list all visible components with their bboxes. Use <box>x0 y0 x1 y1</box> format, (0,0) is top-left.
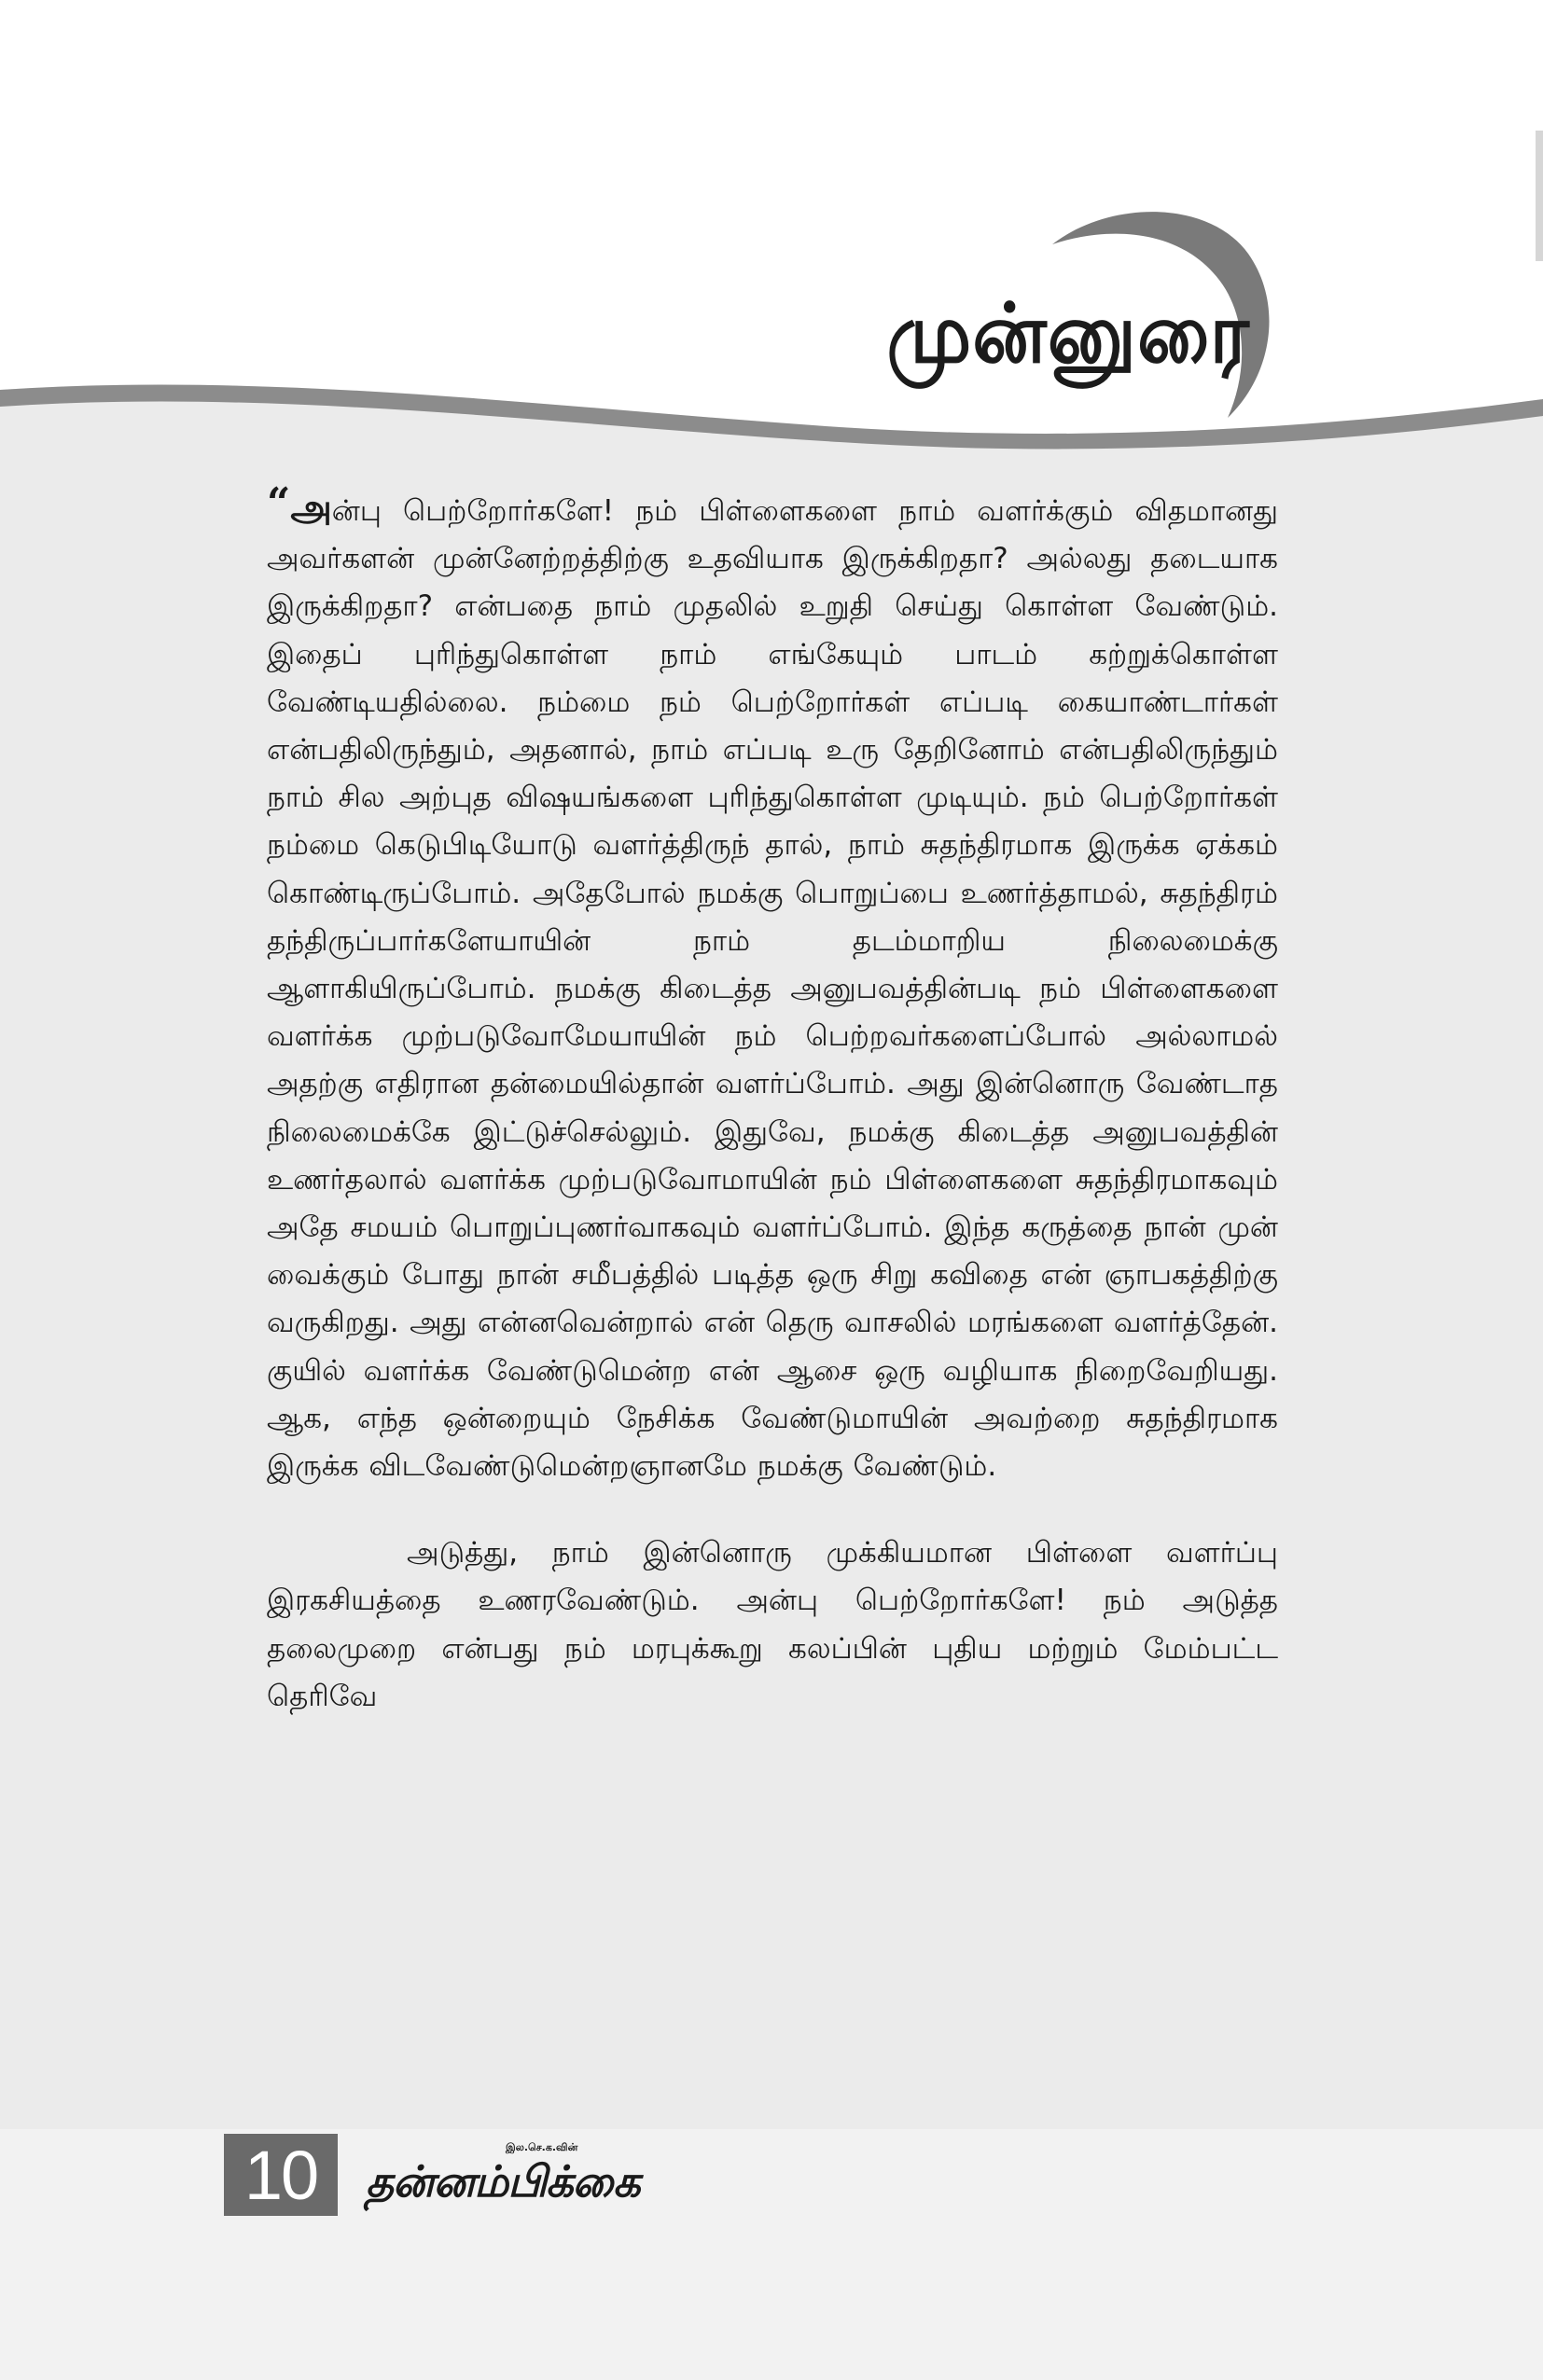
edge-tab <box>1536 131 1543 261</box>
paragraph-1-text: ன்பு பெற்றோர்களே! நம் பிள்ளைகளை நாம் வளர்க்கும் விதமானது அவர்களன் முன்னேற்றத்திற்கு உதவியாக இருக்கிறதா? அல்லது தடையாக இருக்கிறதா? என்பதை நாம் முதலில் உறுதி செய்து கொள்ள வேண்டும். இதைப் புரிந்துகொள்ள நாம் எங்கேயும் பாடம் கற்றுக்கொள்ள வேண்டியதில்லை. நம்மை நம் பெற்றோர்கள் எப்படி கையாண்டார்கள் என்பதிலிருந்தும், அதனால், நாம் எப்படி உரு தேறினோம் என்பதிலிருந்தும் நாம் சில அற்புத விஷயங்களை புரிந்துகொள்ள முடியும். நம் பெற்றோர்கள் நம்மை கெடுபிடியோடு வளர்த்திருந் தால், நாம் சுதந்திரமாக இருக்க ஏக்கம் கொண்டிருப்போம். அதேபோல் நமக்கு பொறுப்பை உணர்த்தாமல், சுதந்திரம் தந்திருப்பார்களேயாயின் நாம் தடம்மாறிய நிலைமைக்கு ஆளாகியிருப்போம். நமக்கு கிடைத்த அனுபவத்தின்படி நம் பிள்ளைகளை வளர்க்க முற்படுவோமேயாயின் நம் பெற்றவர்களைப்போல் அல்லாமல் அதற்கு எதிரான தன்மையில்தான் வளர்ப்போம். அது இன்னொரு வேண்டாத நிலைமைக்கே இட்டுச்செல்லும். இதுவே, நமக்கு கிடைத்த அனுபவத்தின் உணர்தலால் வளர்க்க முற்படுவோமாயின் நம் பிள்ளைகளை சுதந்திரமாகவும் அதே சமயம் பொறுப்புணர்வாகவும் வளர்ப்போம். இந்த கருத்தை நான் முன் வைக்கும் போது நான் சமீபத்தில் படித்த ஒரு சிறு கவிதை என் ஞாபகத்திற்கு வருகிறது. அது என்னவென்றால் என் தெரு வாசலில் மரங்களை வளர்த்தேன். குயில் வளர்க்க வேண்டுமென்ற என் ஆசை ஒரு வழியாக நிறைவேறியது. ஆக, எந்த ஒன்றையும் நேசிக்க வேண்டுமாயின் அவற்றை சுதந்திரமாக இருக்க விடவேண்டுமென்றஞானமே நமக்கு வேண்டும். <box>267 494 1278 1484</box>
publisher-logo <box>366 2141 664 2216</box>
body-text <box>267 479 1278 1721</box>
publisher-name: தன்னம்பிக்கை <box>366 2156 640 2207</box>
paragraph-1 <box>267 479 1278 1490</box>
paragraph-2-text: அடுத்து, நாம் இன்னொரு முக்கியமான பிள்ளை வளர்ப்பு இரகசியத்தை உணரவேண்டும். அன்பு பெற்றோர்களே! நம் அடுத்த தலைமுறை என்பது நம் மரபுக்கூறு கலப்பின் புதிய மற்றும் மேம்பட்ட தெரிவே <box>267 1536 1278 1713</box>
drop-cap: அ <box>290 487 332 530</box>
publisher-small-text: இல.செ.க.வின் <box>506 2141 578 2153</box>
opening-quote: “ <box>267 479 291 527</box>
page-number: 10 <box>224 2134 338 2216</box>
page-title: முன்னுரை <box>886 286 1250 382</box>
paragraph-2 <box>267 1529 1278 1721</box>
